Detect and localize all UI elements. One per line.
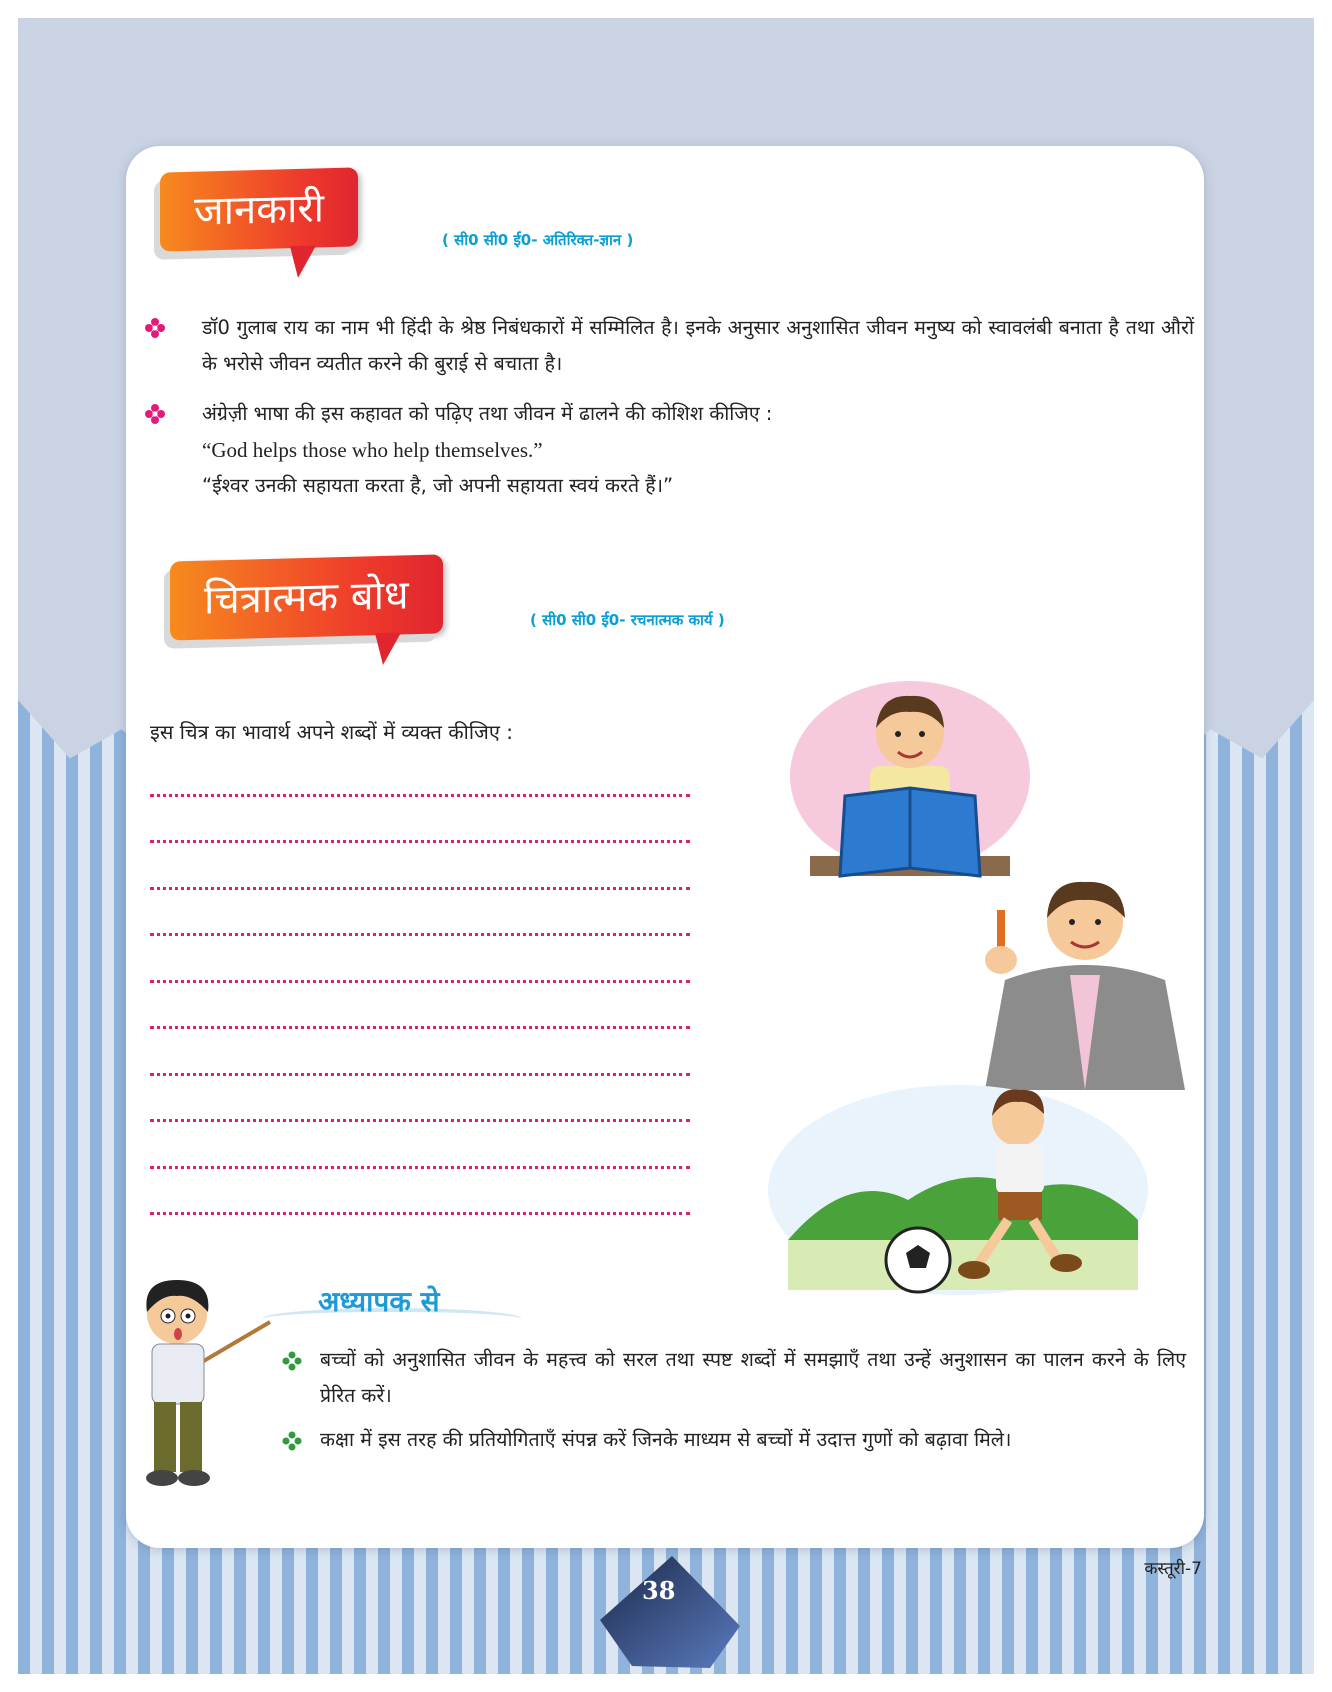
answer-line[interactable] — [150, 843, 690, 890]
answer-line[interactable] — [150, 890, 690, 937]
list-item — [280, 1422, 1186, 1458]
lawyer-illustration — [975, 860, 1195, 1090]
teacher-heading: अध्यापक से — [318, 1285, 440, 1318]
point-text: बच्चों को अनुशासित जीवन के महत्त्व को सरल तथा स्पष्ट शब्दों में समझाएँ तथा उन्हें अनुशासन का पालन करने के लिए प्रेरित करें। — [320, 1348, 1186, 1407]
picture-prompt: इस चित्र का भावार्थ अपने शब्दों में व्यक्त कीजिए : — [150, 720, 514, 744]
page-number-badge — [592, 1554, 742, 1674]
answer-lines[interactable] — [150, 750, 690, 1215]
point-text: कक्षा में इस तरह की प्रतियोगिताएँ संपन्न करें जिनके माध्यम से बच्चों में उदात्त गुणों को बढ़ावा मिले। — [320, 1428, 1012, 1451]
teacher-boy-illustration — [132, 1272, 272, 1492]
answer-line[interactable] — [150, 1076, 690, 1123]
quote-english: “God helps those who help themselves.” — [202, 438, 543, 462]
flower-bullet-icon — [144, 403, 166, 425]
page-number-shape — [592, 1554, 742, 1674]
teacher-list — [280, 1342, 1186, 1458]
jaankari-tag: जानकारी — [160, 167, 358, 251]
answer-line[interactable] — [150, 750, 690, 797]
jaankari-list — [144, 310, 1194, 504]
answer-line[interactable] — [150, 1169, 690, 1216]
list-item — [144, 396, 1194, 504]
answer-line[interactable] — [150, 1029, 690, 1076]
book-name: कस्तूरी-7 — [1144, 1559, 1202, 1579]
answer-line[interactable] — [150, 983, 690, 1030]
list-item — [144, 310, 1194, 382]
clover-bullet-icon — [282, 1351, 302, 1371]
quote-hindi: “ईश्वर उनकी सहायता करता है, जो अपनी सहायता स्वयं करते हैं।” — [202, 474, 674, 497]
answer-line[interactable] — [150, 936, 690, 983]
answer-line[interactable] — [150, 797, 690, 844]
boy-reading-illustration — [790, 676, 1030, 891]
page-number: 38 — [642, 1576, 676, 1605]
clover-bullet-icon — [282, 1431, 302, 1451]
chitratmak-tag: चित्रात्मक बोध — [170, 554, 443, 640]
answer-line[interactable] — [150, 1122, 690, 1169]
list-item — [280, 1342, 1186, 1414]
jaankari-subtitle: ( सी0 सी0 ई0- अतिरिक्त-ज्ञान ) — [442, 231, 634, 249]
flower-bullet-icon — [144, 317, 166, 339]
point-text: अंग्रेज़ी भाषा की इस कहावत को पढ़िए तथा जीवन में ढालने की कोशिश कीजिए : — [202, 402, 773, 425]
boy-football-illustration — [768, 1080, 1148, 1295]
chitratmak-subtitle: ( सी0 सी0 ई0- रचनात्मक कार्य ) — [530, 611, 725, 629]
point-text: डॉ0 गुलाब राय का नाम भी हिंदी के श्रेष्ठ निबंधकारों में सम्मिलित है। इनके अनुसार अनुशासित जीवन मनुष्य को स्वावलंबी बनाता है तथा औरों के भरोसे जीवन व्यतीत करने की बुराई से बचाता है। — [202, 316, 1194, 375]
